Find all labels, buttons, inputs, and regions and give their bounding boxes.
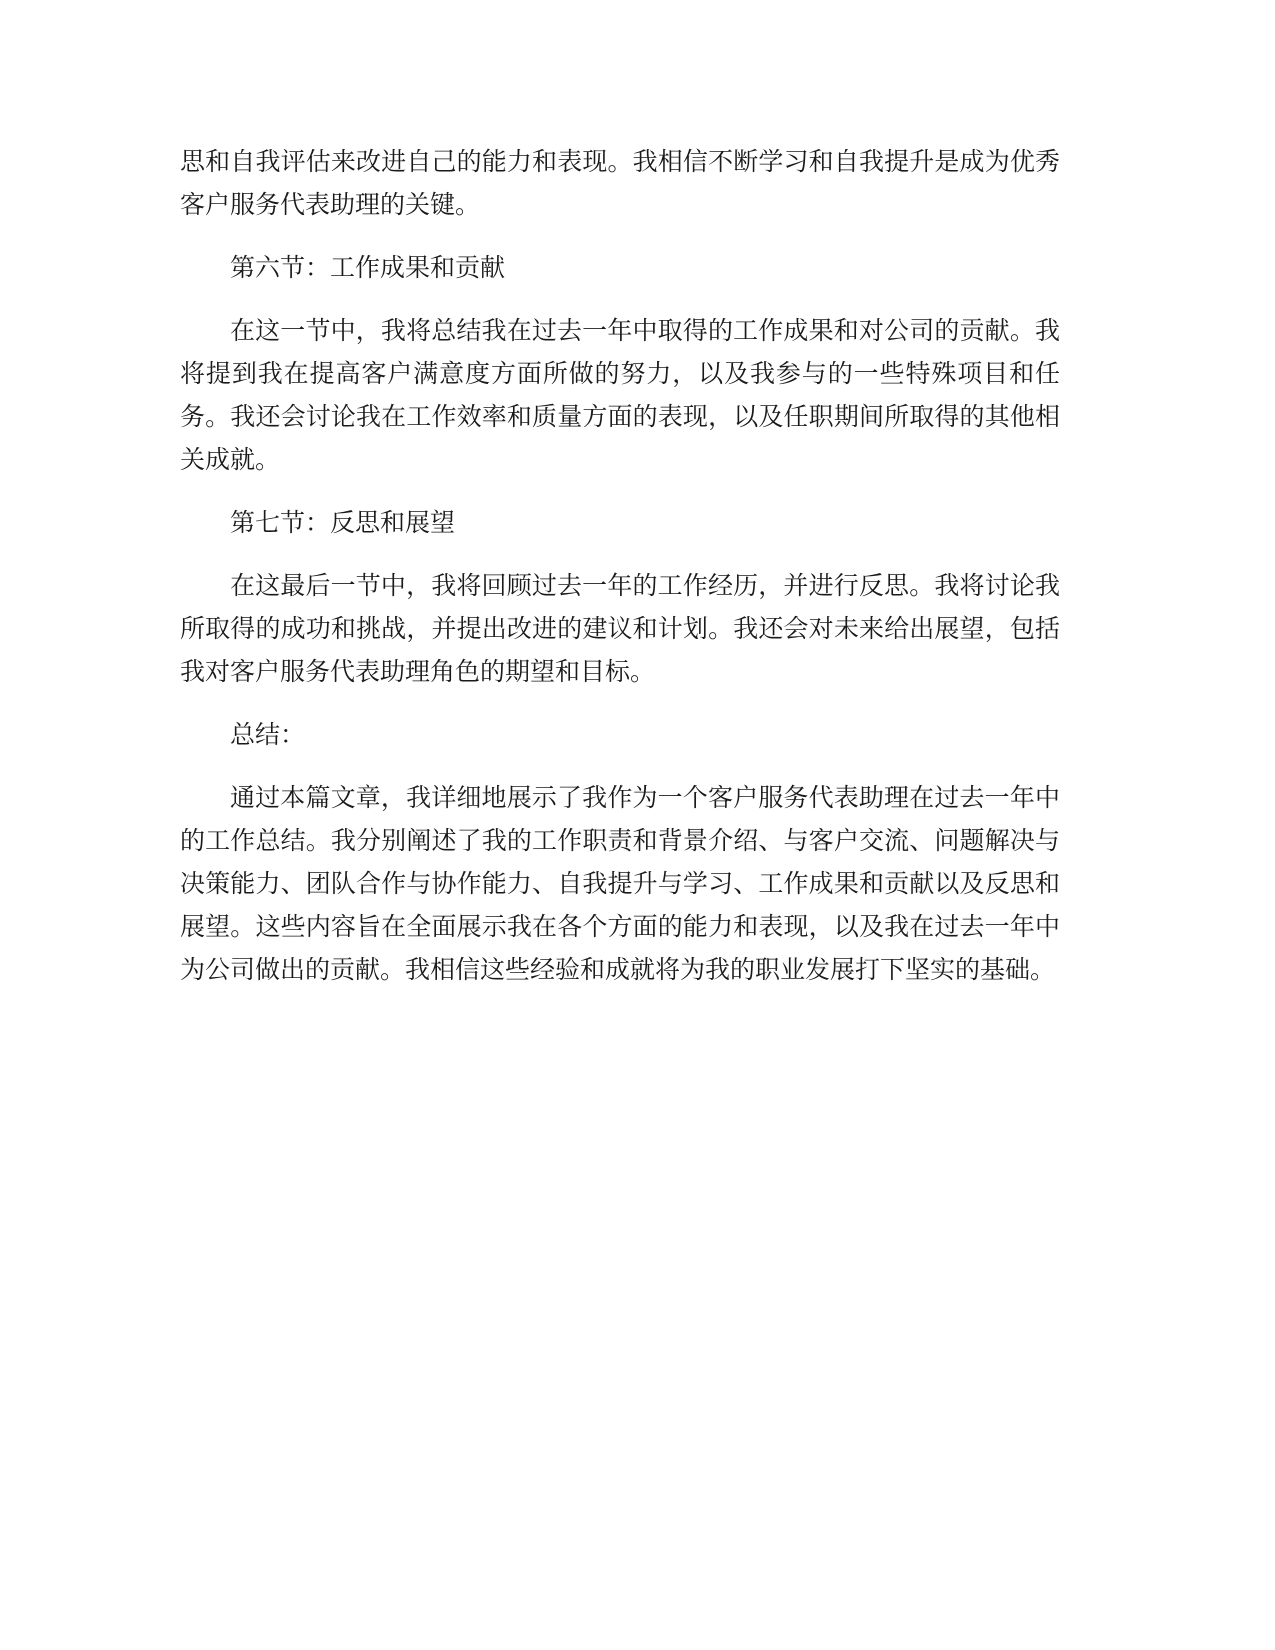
section6-paragraph: 在这一节中，我将总结我在过去一年中取得的工作成果和对公司的贡献。我将提到我在提高客户满意度方面所做的努力，以及我参与的一些特殊项目和任务。我还会讨论我在工作效率和质量方面的表现，以及任职期间所取得的其他相关成就。: [180, 316, 1060, 474]
summary-paragraph: 通过本篇文章，我详细地展示了我作为一个客户服务代表助理在过去一年中的工作总结。我分别阐述了我的工作职责和背景介绍、与客户交流、问题解决与决策能力、团队合作与协作能力、自我提升与学习、工作成果和贡献以及反思和展望。这些内容旨在全面展示我在各个方面的能力和表现，以及我在过去一年中为公司做出的贡献。我相信这些经验和成就将为我的职业发展打下坚实的基础。: [180, 783, 1060, 984]
paragraph-continuation: 思和自我评估来改进自己的能力和表现。我相信不断学习和自我提升是成为优秀客户服务代表助理的关键。: [180, 147, 1060, 219]
summary-heading: 总结：: [230, 720, 306, 749]
section6-heading: 第六节：工作成果和贡献: [230, 253, 506, 282]
section7-heading: 第七节：反思和展望: [230, 508, 456, 537]
document-body: [180, 140, 1060, 1011]
section7-paragraph: 在这最后一节中，我将回顾过去一年的工作经历，并进行反思。我将讨论我所取得的成功和挑战，并提出改进的建议和计划。我还会对未来给出展望，包括我对客户服务代表助理角色的期望和目标。: [180, 571, 1060, 686]
